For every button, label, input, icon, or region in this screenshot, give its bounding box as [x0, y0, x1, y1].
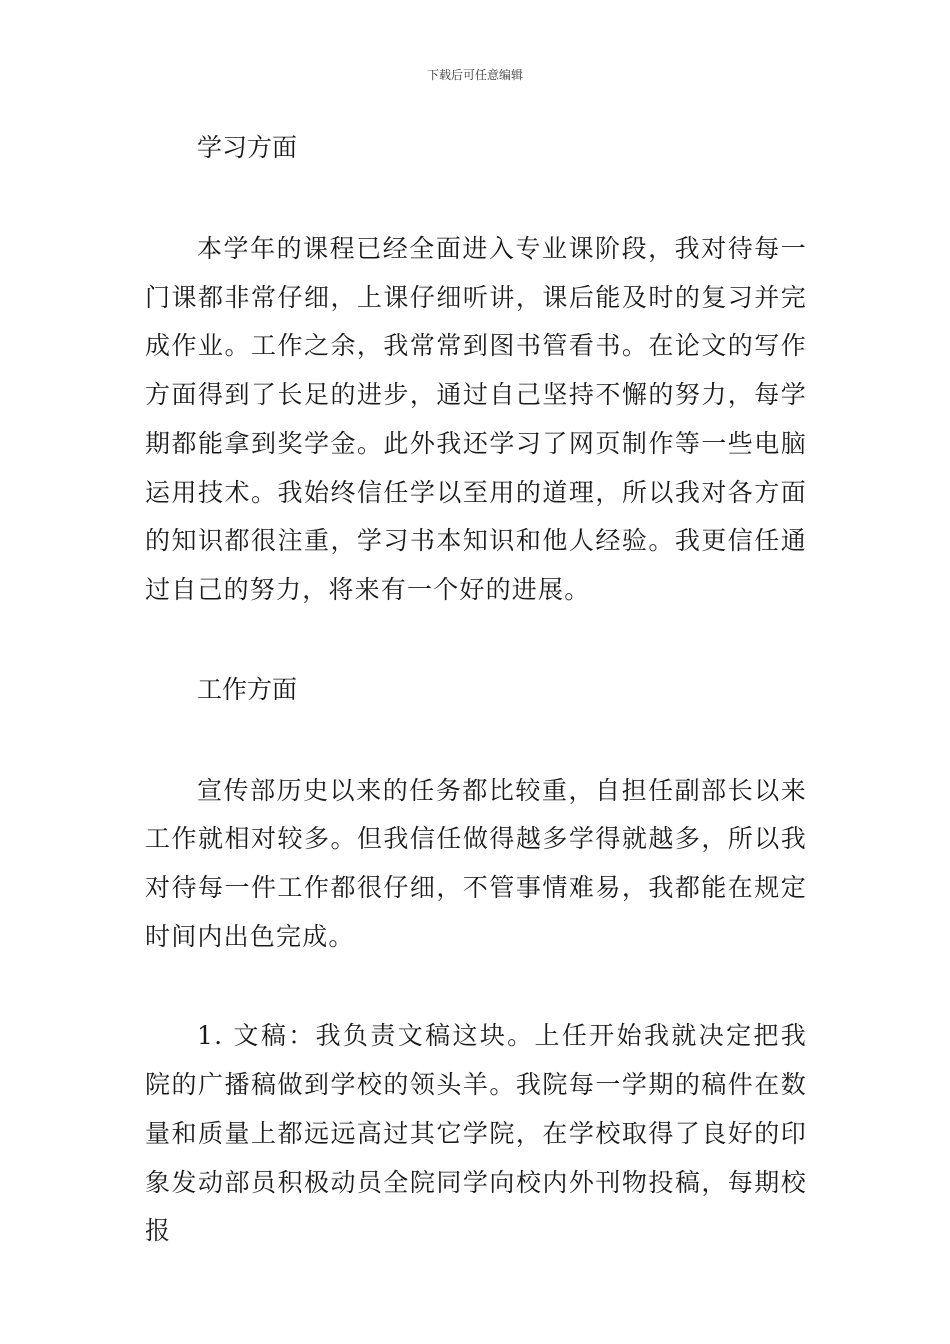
work-paragraph: 宣传部历史以来的任务都比较重，自担任副部长以来工作就相对较多。但我信任做得越多学得就越多，所以我对待每一件工作都很仔细，不管事情难易，我都能在规定时间内出色完成。 — [145, 775, 807, 951]
item1-paragraph: 1. 文稿：我负责文稿这块。上任开始我就决定把我院的广播稿做到学校的领头羊。我院每一学期的稿件在数量和质量上都远远高过其它学院，在学校取得了良好的印象发动部员积极动员全院同学向校内外刊物投稿，每期校报 — [145, 1021, 807, 1246]
spacer — [145, 961, 807, 1012]
document-body — [145, 124, 807, 1256]
study-paragraph: 本学年的课程已经全面进入专业课阶段，我对待每一门课都非常仔细，上课仔细听讲，课后能及时的复习并完成作业。工作之余，我常常到图书管看书。在论文的写作方面得到了长足的进步，通过自己坚持不懈的努力，每学期都能拿到奖学金。此外我还学习了网页制作等一些电脑运用技术。我始终信任学以至用的道理，所以我对各方面的知识都很注重，学习书本知识和他人经验。我更信任通过自己的努力，将来有一个好的进展。 — [145, 234, 807, 604]
spacer — [145, 714, 807, 767]
spacer — [145, 172, 807, 225]
spacer — [145, 615, 807, 666]
study-heading: 学习方面 — [197, 133, 298, 162]
work-heading: 工作方面 — [197, 674, 298, 704]
header-note: 下载后可任意编辑 — [426, 68, 523, 82]
